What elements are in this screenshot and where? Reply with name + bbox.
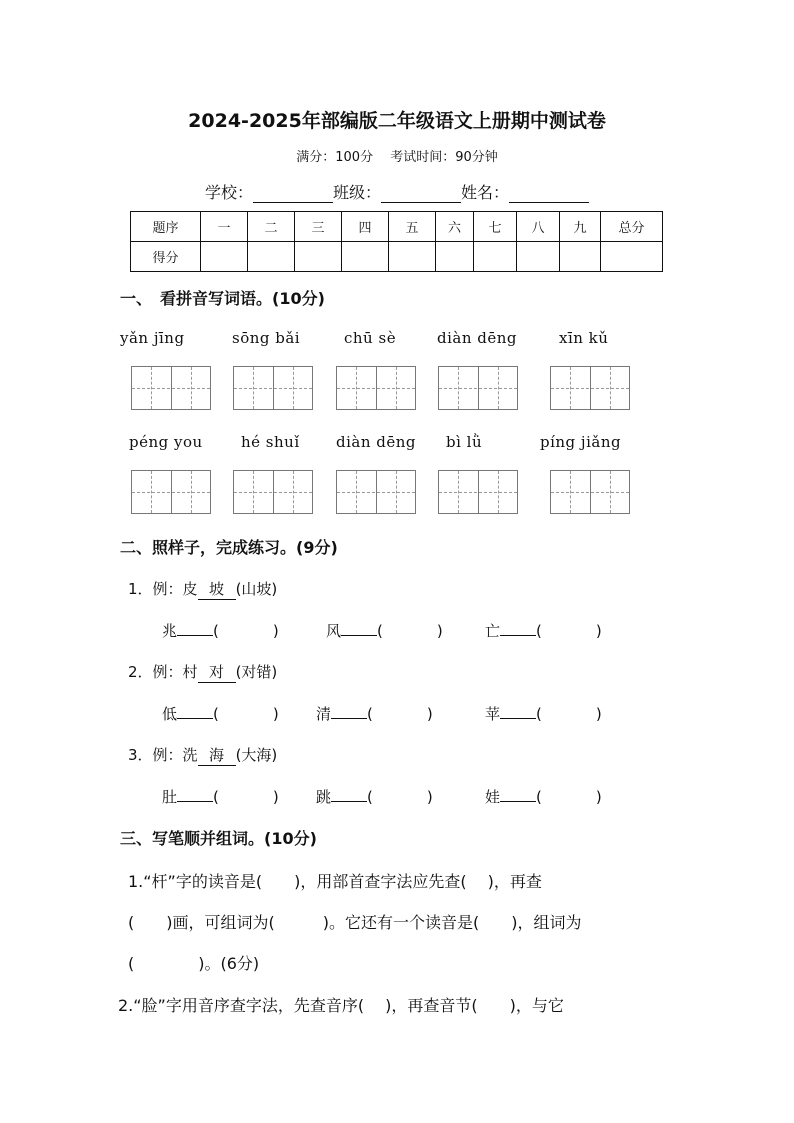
writing-grid[interactable] (336, 366, 416, 410)
question-text: ( )画，可组词为( )。它还有一个读音是( )，组词为 (128, 913, 582, 932)
score-cell: 四 (342, 212, 389, 242)
paren-open: ( (213, 622, 219, 640)
score-input-cell[interactable] (560, 242, 601, 272)
score-table (130, 211, 663, 272)
question-text: ( )。(6分) (128, 954, 260, 973)
pinyin-label: péng you (129, 433, 203, 451)
paren-open: ( (367, 788, 373, 806)
score-input-cell[interactable] (342, 242, 389, 272)
score-table-score-row (131, 242, 663, 272)
char-blank[interactable] (341, 635, 377, 636)
item-number: 3． (128, 746, 153, 764)
class-blank[interactable] (381, 186, 461, 203)
class-label: 班级： (332, 183, 381, 202)
exercise-item (162, 620, 279, 641)
score-cell: 五 (389, 212, 436, 242)
score-input-cell[interactable] (248, 242, 295, 272)
page-title: 2024-2025年部编版二年级语文上册期中测试卷 (188, 110, 606, 132)
char-blank[interactable] (177, 718, 213, 719)
given-char: 清 (316, 705, 332, 723)
exercise-item (316, 703, 433, 724)
given-char: 亡 (485, 622, 501, 640)
score-cell: 六 (436, 212, 474, 242)
score-table-header-row (131, 212, 663, 242)
given-char: 兆 (162, 622, 178, 640)
example-line (128, 578, 277, 600)
paren-close: ) (272, 622, 279, 640)
example-prefix: 例：皮 (152, 580, 198, 598)
writing-grid[interactable] (233, 366, 313, 410)
question-text: 1.“杆”字的读音是( )，用部首查字法应先查( )，再查 (128, 872, 542, 891)
paren-close: ) (272, 788, 279, 806)
score-cell: 总分 (601, 212, 663, 242)
paren-open: ( (213, 705, 219, 723)
score-cell: 八 (517, 212, 560, 242)
section2-heading: 二、照样子，完成练习。(9分) (120, 538, 338, 557)
score-cell: 二 (248, 212, 295, 242)
name-label: 姓名： (461, 183, 510, 202)
paren-close: ) (426, 705, 433, 723)
char-blank[interactable] (500, 718, 536, 719)
char-blank[interactable] (177, 635, 213, 636)
example-prefix: 例：村 (152, 663, 198, 681)
exam-info: 满分：100分 考试时间：90分钟 (296, 150, 498, 165)
pinyin-label: sōng bǎi (232, 329, 301, 347)
item-number: 2． (128, 663, 153, 681)
school-blank[interactable] (253, 186, 333, 203)
name-blank[interactable] (509, 186, 589, 203)
question-text: 2.“脸”字用音序查字法，先查音序( )，再查音节( )，与它 (118, 996, 564, 1015)
exercise-item (162, 703, 279, 724)
example-answer: 对 (198, 661, 236, 683)
score-cell: 三 (295, 212, 342, 242)
exercise-item (162, 786, 279, 807)
exercise-item (485, 786, 602, 807)
section3-heading: 三、写笔顺并组词。(10分) (120, 829, 317, 848)
example-answer: 坡 (198, 578, 236, 600)
paren-open: ( (367, 705, 373, 723)
example-line (128, 744, 277, 766)
paren-close: ) (595, 705, 602, 723)
score-cell: 一 (201, 212, 248, 242)
exercise-item (485, 703, 602, 724)
writing-grid[interactable] (131, 470, 211, 514)
school-label: 学校： (204, 183, 253, 202)
score-row-label: 得分 (131, 242, 201, 272)
exercise-item (326, 620, 443, 641)
paren-open: ( (536, 705, 542, 723)
score-input-cell[interactable] (601, 242, 663, 272)
given-char: 苹 (485, 705, 501, 723)
example-word: (山坡) (235, 580, 278, 598)
given-char: 低 (162, 705, 178, 723)
pinyin-label: xīn kǔ (559, 329, 609, 347)
given-char: 肚 (162, 788, 178, 806)
paren-close: ) (436, 622, 443, 640)
pinyin-label: píng jiǎng (540, 433, 622, 451)
paren-close: ) (595, 788, 602, 806)
writing-grid[interactable] (336, 470, 416, 514)
char-blank[interactable] (500, 635, 536, 636)
paren-open: ( (213, 788, 219, 806)
paren-open: ( (536, 622, 542, 640)
pinyin-label: bì lǜ (446, 433, 483, 451)
score-input-cell[interactable] (474, 242, 517, 272)
paren-close: ) (595, 622, 602, 640)
writing-grid[interactable] (438, 366, 518, 410)
writing-grid[interactable] (233, 470, 313, 514)
score-input-cell[interactable] (436, 242, 474, 272)
pinyin-label: chū sè (344, 329, 397, 347)
score-cell: 七 (474, 212, 517, 242)
char-blank[interactable] (177, 801, 213, 802)
score-input-cell[interactable] (201, 242, 248, 272)
paren-close: ) (272, 705, 279, 723)
writing-grid[interactable] (550, 366, 630, 410)
example-word: (对错) (235, 663, 278, 681)
exercise-item (485, 620, 602, 641)
paren-open: ( (377, 622, 383, 640)
exercise-item (316, 786, 433, 807)
paren-close: ) (426, 788, 433, 806)
char-blank[interactable] (500, 801, 536, 802)
writing-grid[interactable] (438, 470, 518, 514)
section1-heading: 一、 看拼音写词语。(10分) (120, 289, 325, 308)
score-cell: 九 (560, 212, 601, 242)
given-char: 娃 (485, 788, 501, 806)
example-line (128, 661, 277, 683)
score-input-cell[interactable] (295, 242, 342, 272)
char-blank[interactable] (331, 801, 367, 802)
given-char: 跳 (316, 788, 332, 806)
item-number: 1． (128, 580, 153, 598)
example-prefix: 例：洗 (152, 746, 198, 764)
example-answer: 海 (198, 744, 236, 766)
score-input-cell[interactable] (517, 242, 560, 272)
student-info-line (0, 180, 794, 203)
pinyin-label: diàn dēng (437, 329, 518, 347)
example-word: (大海) (235, 746, 278, 764)
given-char: 风 (326, 622, 342, 640)
pinyin-label: yǎn jīng (120, 329, 185, 347)
pinyin-label: hé shuǐ (241, 433, 300, 451)
paren-open: ( (536, 788, 542, 806)
writing-grid[interactable] (131, 366, 211, 410)
pinyin-label: diàn dēng (336, 433, 417, 451)
score-input-cell[interactable] (389, 242, 436, 272)
char-blank[interactable] (331, 718, 367, 719)
score-cell: 题序 (131, 212, 201, 242)
writing-grid[interactable] (550, 470, 630, 514)
